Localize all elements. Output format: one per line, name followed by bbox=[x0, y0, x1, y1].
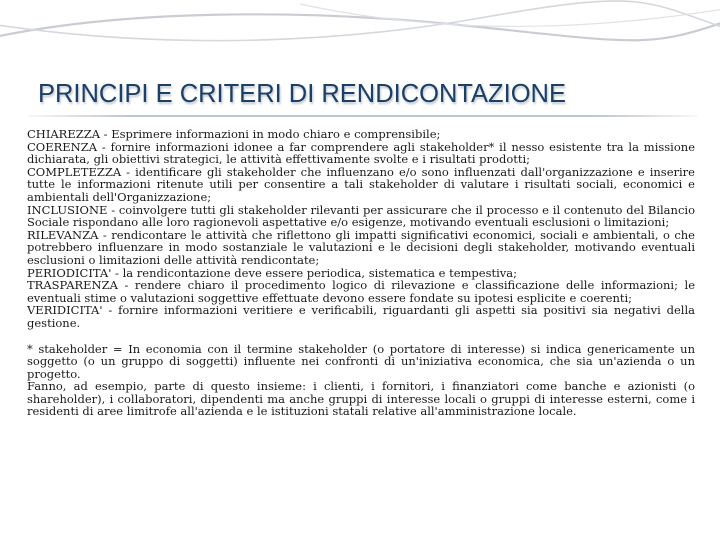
criterion-veridicita: VERIDICITA' - fornire informazioni veritiere e verificabili, riguardanti gli aspetti sia positivi sia negativi della gestione. bbox=[27, 303, 695, 330]
criterion-completezza: COMPLETEZZA - identificare gli stakeholder che influenzano e/o sono influenzati dall'organizzazione e inserire tutte le informazioni ritenute utili per consentire a tali stakeholder di valutare i risultati sociali, economici e ambientali dell'Organizzazione; bbox=[27, 164, 695, 204]
title-underline bbox=[28, 114, 698, 118]
criterion-inclusione: INCLUSIONE - coinvolgere tutti gli stakeholder rilevanti per assicurare che il processo e il contenuto del Bilancio Sociale rispondano alle loro ragionevoli aspettative e/o esigenze, motivando eventuali esclusioni o limitazioni; bbox=[27, 202, 695, 230]
criterion-rilevanza: RILEVANZA - rendicontare le attività che riflettono gli impatti significativi economici, sociali e ambientali, o che potrebbero influenzare in modo sostanziale le valutazioni e le decisioni degli stakeholder, motivando eventuali esclusioni o limitazioni delle attività rendicontate; bbox=[27, 227, 695, 267]
header-swirl-decoration bbox=[0, 0, 720, 60]
criterion-chiarezza: CHIAREZZA - Esprimere informazioni in modo chiaro e comprensibile; bbox=[27, 127, 441, 141]
page-title: PRINCIPI E CRITERI DI RENDICONTAZIONE bbox=[38, 80, 566, 108]
criteria-text bbox=[27, 128, 695, 418]
criterion-trasparenza: TRASPARENZA - rendere chiaro il procedimento logico di rilevazione e classificazione delle informazioni; le eventuali stime o valutazioni soggettive effettuate devono essere fondate su ipotesi esplicite e coerenti; bbox=[27, 278, 695, 305]
criterion-coerenza: COERENZA - fornire informazioni idonee a far comprendere agli stakeholder* il nesso esistente tra la missione dichiarata, gli obiettivi strategici, le attività effettivamente svolte e i risultati prodotti; bbox=[27, 139, 695, 167]
footnote-stakeholder-examples: Fanno, ad esempio, parte di questo insieme: i clienti, i fornitori, i finanziatori come banche e azionisti (o shareholder), i collaboratori, dipendenti ma anche gruppi di interesse locali o gruppi di interesse esterni, come i residenti di aree limitrofe all'azienda e le istituzioni statali relative all'amministrazione locale. bbox=[27, 379, 695, 419]
criterion-periodicita: PERIODICITA' - la rendicontazione deve essere periodica, sistematica e tempestiva; bbox=[27, 265, 518, 280]
footnote-stakeholder-definition: * stakeholder = In economia con il termine stakeholder (o portatore di interesse) si indica genericamente un soggetto (o un gruppo di soggetti) influente nei confronti di un'iniziativa economica, che sia un'azienda o un progetto. bbox=[27, 341, 695, 381]
